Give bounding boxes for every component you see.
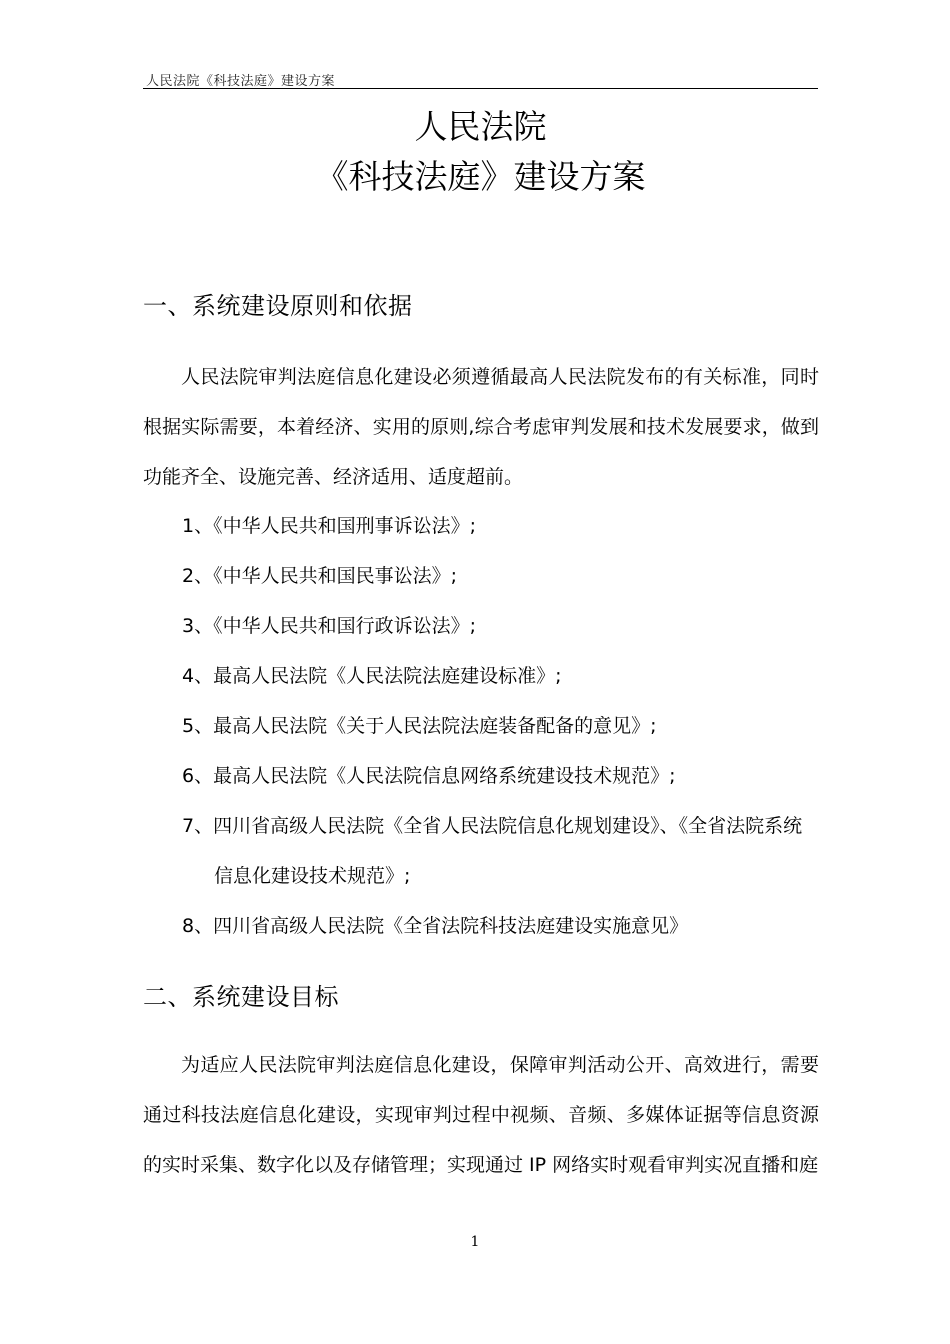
- reference-item: 1、《中华人民共和国刑事诉讼法》;: [182, 515, 476, 537]
- page-number: 1: [470, 1234, 480, 1250]
- section-2-heading: 二、系统建设目标: [143, 983, 339, 1011]
- section-1-paragraph: 人民法院审判法庭信息化建设必须遵循最高人民法院发布的有关标准，同时根据实际需要，本着经济、实用的原则,综合考虑审判发展和技术发展要求，做到功能齐全、设施完善、经济适用、适度超前。: [143, 366, 819, 488]
- reference-list: [182, 501, 819, 951]
- reference-item: 3、《中华人民共和国行政诉讼法》;: [182, 615, 476, 637]
- reference-item: 6、最高人民法院《人民法院信息网络系统建设技术规范》;: [182, 765, 676, 787]
- header-rule: [143, 88, 818, 89]
- reference-item: 2、《中华人民共和国民事讼法》;: [182, 565, 457, 587]
- reference-item: 8、四川省高级人民法院《全省法院科技法庭建设实施意见》: [182, 915, 689, 937]
- section-2-paragraph: 为适应人民法院审判法庭信息化建设，保障审判活动公开、高效进行，需要通过科技法庭信息化建设，实现审判过程中视频、音频、多媒体证据等信息资源的实时采集、数字化以及存储管理；实现通过 IP 网络实时观看审判实况直播和庭: [143, 1054, 819, 1176]
- reference-item: 5、最高人民法院《关于人民法院法庭装备配备的意见》;: [182, 715, 657, 737]
- document-title: [143, 102, 818, 202]
- running-header: 人民法院《科技法庭》建设方案: [146, 74, 336, 89]
- title-line-2: 《科技法庭》建设方案: [315, 157, 646, 196]
- title-line-1: 人民法院: [414, 107, 547, 146]
- reference-item: 7、四川省高级人民法院《全省人民法院信息化规划建设》、《全省法院系统信息化建设技术规范》;: [182, 815, 803, 887]
- section-1-heading: 一、系统建设原则和依据: [143, 292, 413, 320]
- reference-item: 4、最高人民法院《人民法院法庭建设标准》;: [182, 665, 562, 687]
